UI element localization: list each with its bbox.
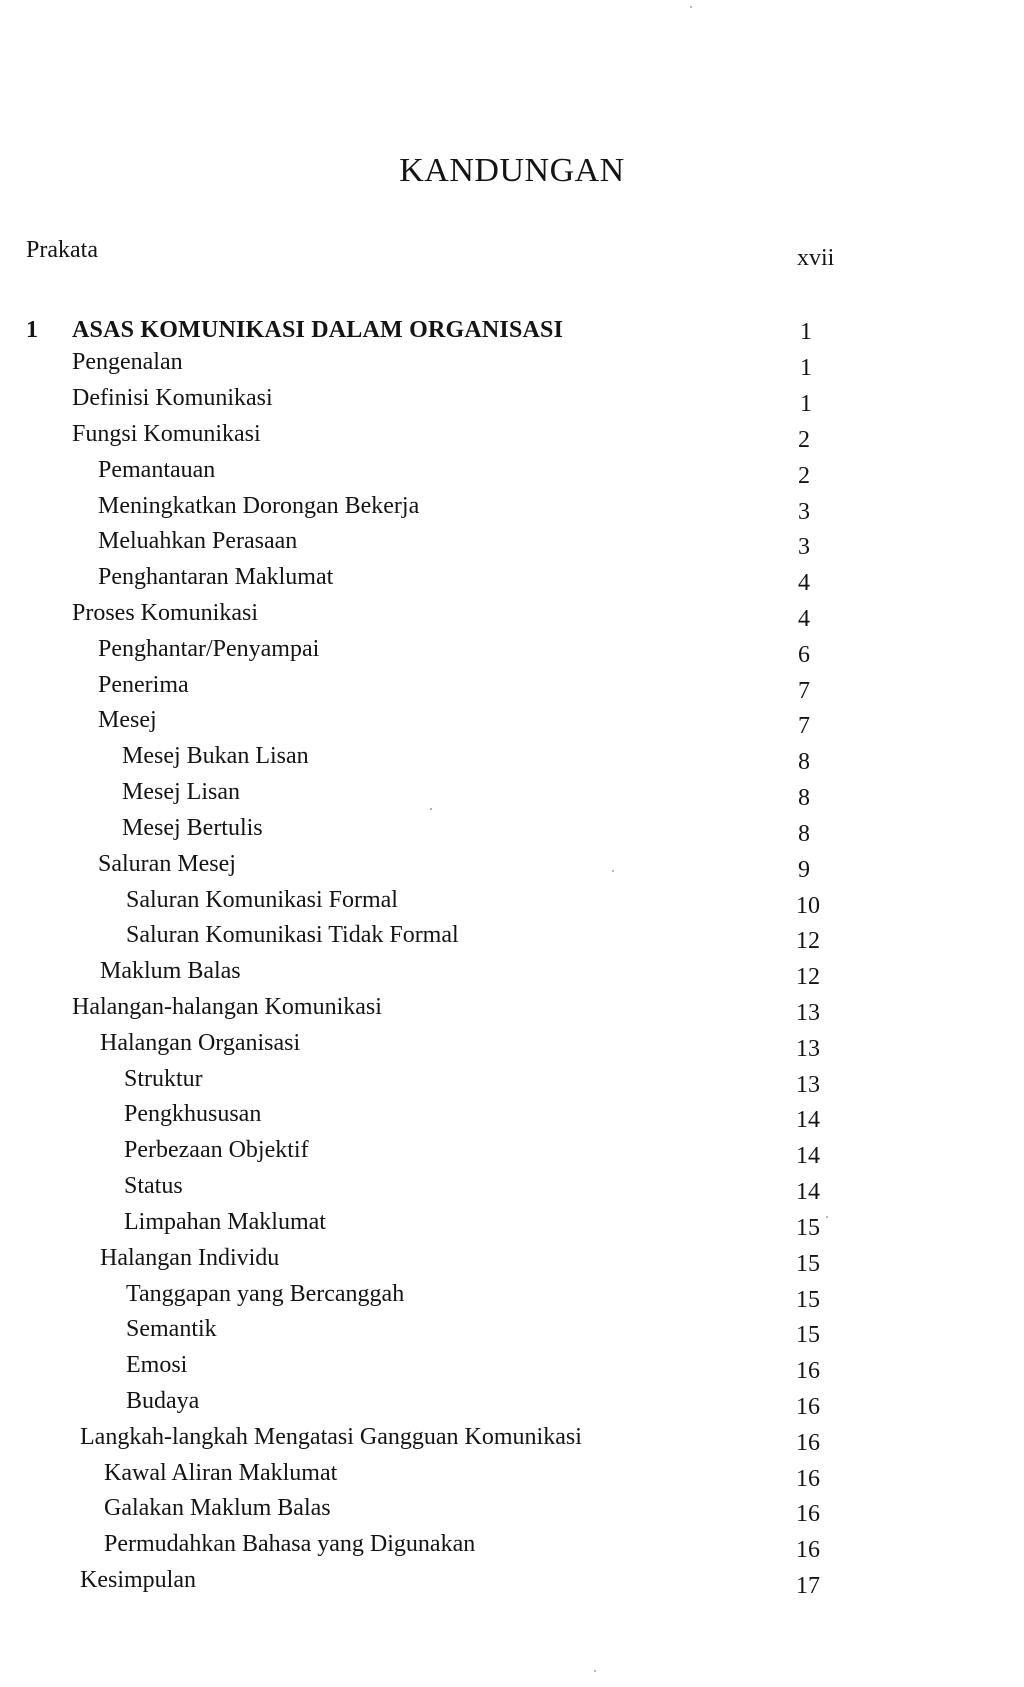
toc-entry-label: Fungsi Komunikasi (72, 421, 261, 447)
toc-entry-label: Pengkhususan (124, 1101, 262, 1127)
toc-entry-page: 13 (796, 1072, 820, 1098)
toc-entry-page: 1 (800, 391, 812, 417)
toc-entry-label: Mesej (98, 707, 157, 733)
toc-entry-page: 3 (798, 534, 810, 560)
toc-entry-page: 6 (798, 642, 810, 668)
chapter-page: 1 (800, 319, 812, 345)
toc-entry-label: Kesimpulan (80, 1567, 196, 1593)
toc-entry-page: 8 (798, 821, 810, 847)
toc-entry-label: Pemantauan (98, 457, 216, 483)
toc-entry-label: Meluahkan Perasaan (98, 528, 298, 554)
toc-entry-page: 14 (796, 1179, 820, 1205)
toc-entry-page: 1 (800, 355, 812, 381)
toc-entry-label: Penghantaran Maklumat (98, 564, 334, 590)
toc-entry-page: 16 (796, 1501, 820, 1527)
toc-entry-page: 4 (798, 606, 810, 632)
toc-entry-label: Emosi (126, 1352, 188, 1378)
toc-entry-page: 8 (798, 749, 810, 775)
toc-entry-page: 10 (796, 893, 820, 919)
toc-entry-page: 16 (796, 1394, 820, 1420)
toc-entry-page: 16 (796, 1466, 820, 1492)
scan-speck (690, 6, 692, 8)
toc-entry-page: 9 (798, 857, 810, 883)
toc-entry-label: Halangan-halangan Komunikasi (72, 994, 382, 1020)
toc-entry-label: Maklum Balas (100, 958, 241, 984)
toc-entry-label: Tanggapan yang Bercanggah (126, 1281, 405, 1307)
toc-entry-label: Kawal Aliran Maklumat (104, 1460, 338, 1486)
toc-entry-label: Saluran Mesej (98, 851, 236, 877)
toc-entry-label: Proses Komunikasi (72, 600, 258, 626)
toc-entry-page: 14 (796, 1143, 820, 1169)
toc-entry-label: Definisi Komunikasi (72, 385, 273, 411)
toc-entry-page: 7 (798, 678, 810, 704)
scan-speck (594, 1670, 596, 1672)
scan-speck (612, 870, 614, 872)
toc-entry-label: Pengenalan (72, 349, 183, 375)
toc-entry-page: 4 (798, 570, 810, 596)
toc-entry-label: Halangan Organisasi (100, 1030, 301, 1056)
toc-entry-page: 12 (796, 964, 820, 990)
toc-entry-page: 15 (796, 1251, 820, 1277)
toc-entry-page: 13 (796, 1036, 820, 1062)
page-title: KANDUNGAN (399, 152, 625, 189)
toc-entry-label: Semantik (126, 1316, 217, 1342)
toc-entry-page: 3 (798, 499, 810, 525)
toc-entry-page: 17 (796, 1573, 820, 1599)
toc-entry-page: 12 (796, 928, 820, 954)
toc-entry-page: 13 (796, 1000, 820, 1026)
toc-entry-label: Saluran Komunikasi Tidak Formal (126, 922, 459, 948)
toc-entry-page: 2 (798, 427, 810, 453)
chapter-number: 1 (26, 317, 38, 343)
toc-entry-label: Mesej Lisan (122, 779, 240, 805)
toc-entry-label: Budaya (126, 1388, 200, 1414)
toc-entry-label: Perbezaan Objektif (124, 1137, 309, 1163)
toc-preface-label: Prakata (26, 237, 98, 263)
toc-entry-page: 8 (798, 785, 810, 811)
toc-entry-label: Penerima (98, 672, 189, 698)
toc-entry-label: Saluran Komunikasi Formal (126, 887, 398, 913)
chapter-title: ASAS KOMUNIKASI DALAM ORGANISASI (72, 317, 564, 343)
toc-entry-label: Galakan Maklum Balas (104, 1495, 331, 1521)
toc-entry-page: 15 (796, 1287, 820, 1313)
toc-entry-page: 14 (796, 1107, 820, 1133)
toc-entry-page: 16 (796, 1430, 820, 1456)
toc-entry-page: 15 (796, 1215, 820, 1241)
toc-entry-label: Mesej Bertulis (122, 815, 263, 841)
toc-entry-label: Permudahkan Bahasa yang Digunakan (104, 1531, 476, 1557)
scan-speck (826, 1216, 828, 1218)
toc-preface-page: xvii (797, 245, 835, 271)
toc-entry-label: Meningkatkan Dorongan Bekerja (98, 493, 420, 519)
scan-speck (430, 808, 432, 810)
toc-entry-page: 16 (796, 1358, 820, 1384)
toc-entry-page: 7 (798, 713, 810, 739)
toc-entry-page: 15 (796, 1322, 820, 1348)
toc-entry-label: Mesej Bukan Lisan (122, 743, 309, 769)
toc-entry-label: Status (124, 1173, 183, 1199)
toc-entry-label: Struktur (124, 1066, 203, 1092)
toc-entry-label: Limpahan Maklumat (124, 1209, 326, 1235)
toc-entry-label: Halangan Individu (100, 1245, 280, 1271)
toc-entry-label: Penghantar/Penyampai (98, 636, 320, 662)
toc-entry-label: Langkah-langkah Mengatasi Gangguan Komunikasi (80, 1424, 582, 1450)
toc-entry-page: 16 (796, 1537, 820, 1563)
toc-entry-page: 2 (798, 463, 810, 489)
